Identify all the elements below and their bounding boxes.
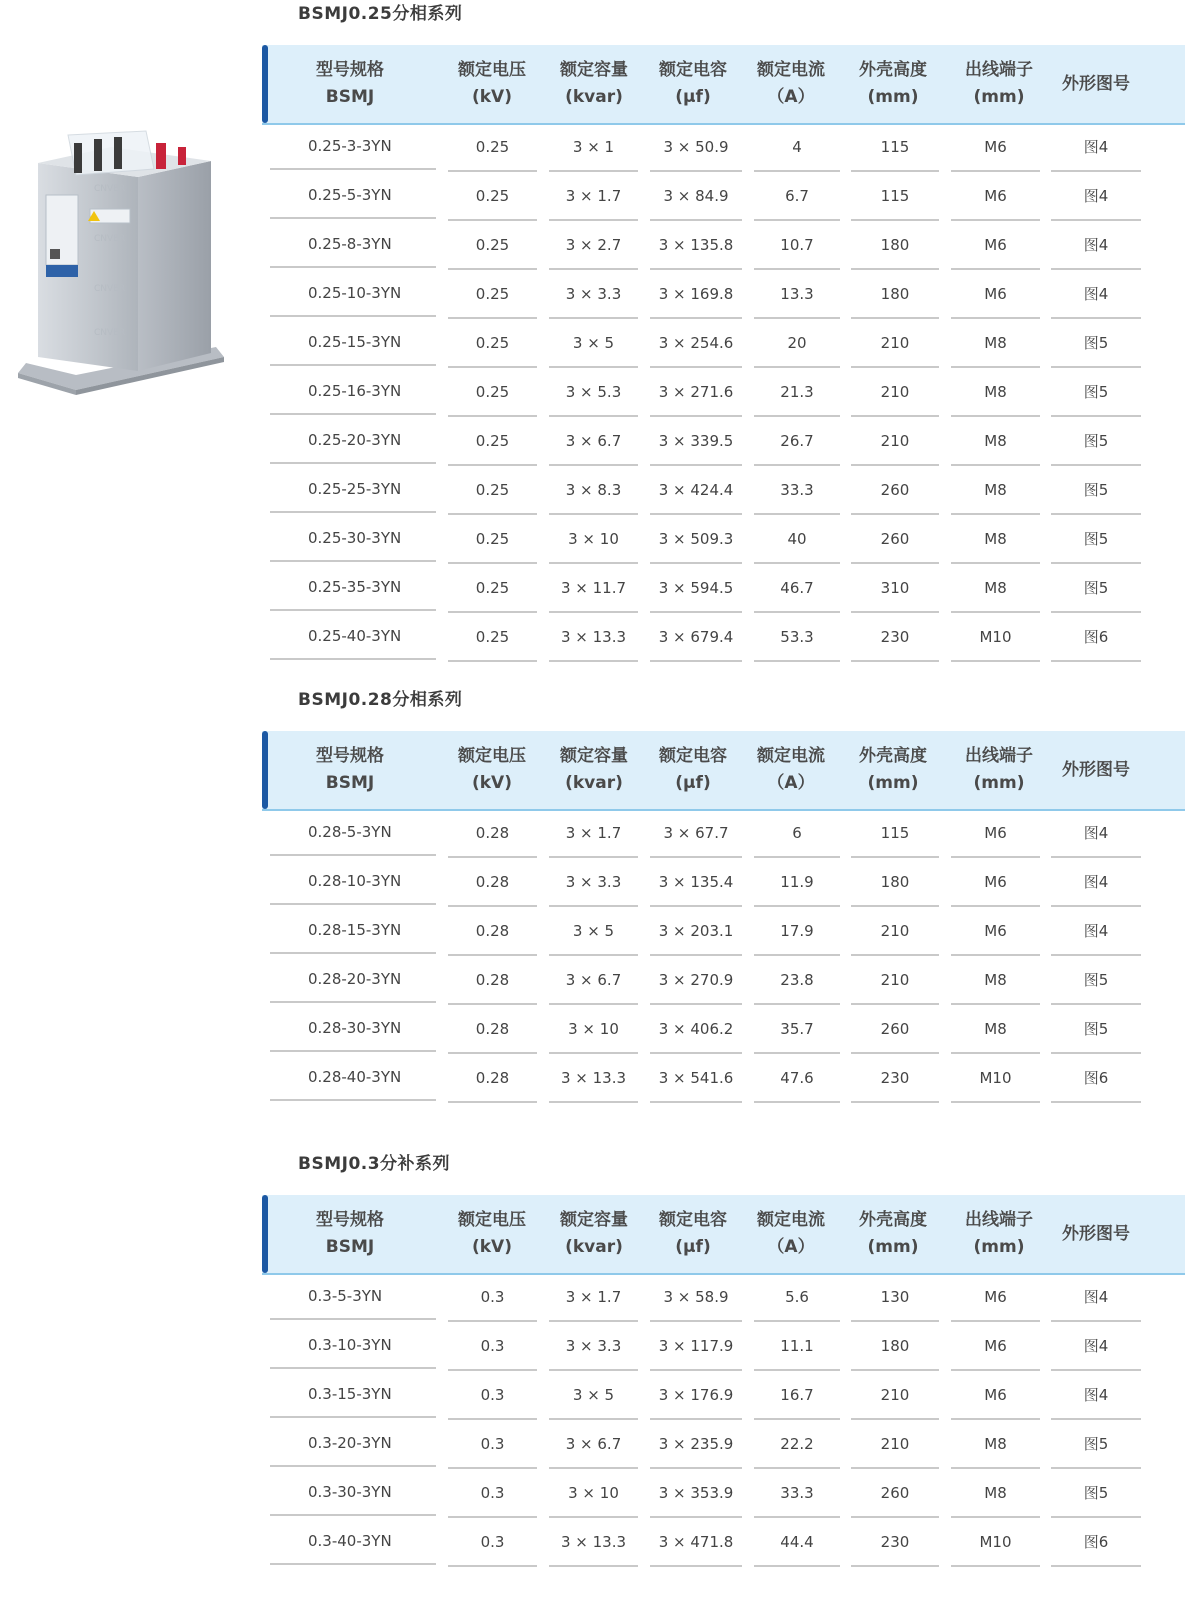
table-cell: 图5 (1051, 956, 1141, 1005)
column-header-3 (544, 1195, 644, 1273)
table-cell: 0.3 (448, 1518, 537, 1567)
table-cell: 13.3 (754, 270, 840, 319)
table-cell: 3 × 6.7 (549, 1420, 638, 1469)
table-cell: 0.28 (448, 858, 537, 907)
table-cell: 115 (851, 123, 939, 172)
column-header-1 (300, 731, 400, 809)
table-cell: M8 (951, 956, 1040, 1005)
column-header-label: 型号规格 (316, 746, 384, 766)
table-row (270, 1054, 1185, 1103)
column-header-unit: （A） (767, 1237, 815, 1257)
column-header-unit: (mm) (867, 1237, 919, 1257)
table-cell: 0.28-20-3YN (270, 956, 436, 1003)
table-cell: 23.8 (754, 956, 840, 1005)
table-cell: 40 (754, 515, 840, 564)
column-header-2 (442, 45, 542, 123)
svg-text:CNVER: CNVER (94, 284, 126, 294)
table-cell: 3 × 13.3 (549, 1518, 638, 1567)
table-cell: 3 × 3.3 (549, 1322, 638, 1371)
table-cell: 图5 (1051, 1469, 1141, 1518)
table-cell: 3 × 5 (549, 907, 638, 956)
table-cell: M8 (951, 368, 1040, 417)
table-row (270, 123, 1185, 172)
table-cell: M8 (951, 1469, 1040, 1518)
table-cell: 20 (754, 319, 840, 368)
table-cell: 图5 (1051, 368, 1141, 417)
table-cell: 260 (851, 466, 939, 515)
column-header-unit: (kV) (471, 1237, 512, 1257)
column-header-unit: BSMJ (325, 1237, 375, 1257)
column-header-unit: (kV) (471, 87, 512, 107)
table-row (270, 1420, 1185, 1469)
column-header-unit: BSMJ (325, 87, 375, 107)
table-cell: 0.25 (448, 417, 537, 466)
table-cell: 3 × 6.7 (549, 956, 638, 1005)
table-cell: 0.3-30-3YN (270, 1469, 436, 1516)
table-cell: 0.25 (448, 613, 537, 662)
column-header-unit: (mm) (973, 87, 1025, 107)
table-cell: 230 (851, 613, 939, 662)
table-cell: M6 (951, 270, 1040, 319)
column-header-7 (949, 45, 1049, 123)
table-cell: 3 × 58.9 (650, 1273, 742, 1322)
table-row (270, 515, 1185, 564)
table-cell: 图4 (1051, 907, 1141, 956)
table-cell: 0.3-40-3YN (270, 1518, 436, 1565)
table-row (270, 809, 1185, 858)
table-cell: M6 (951, 1322, 1040, 1371)
table-cell: 3 × 406.2 (650, 1005, 742, 1054)
table-cell: 3 × 3.3 (549, 270, 638, 319)
column-header-unit: BSMJ (325, 773, 375, 793)
section-title: BSMJ0.25分相系列 (298, 4, 463, 24)
table-row (270, 1371, 1185, 1420)
table-cell: M8 (951, 1005, 1040, 1054)
table-row (270, 1518, 1185, 1567)
table-row (270, 564, 1185, 613)
column-header-1 (300, 45, 400, 123)
table-row (270, 956, 1185, 1005)
table-cell: 53.3 (754, 613, 840, 662)
table-cell: 4 (754, 123, 840, 172)
table-cell: M8 (951, 417, 1040, 466)
table-cell: M8 (951, 319, 1040, 368)
column-header-label: 额定电容 (659, 1210, 727, 1230)
table-cell: 115 (851, 172, 939, 221)
table-cell: 3 × 270.9 (650, 956, 742, 1005)
column-header-6 (843, 731, 943, 809)
table-cell: 0.28-10-3YN (270, 858, 436, 905)
table-cell: 6.7 (754, 172, 840, 221)
table-cell: 0.28 (448, 1005, 537, 1054)
table-cell: 0.25 (448, 466, 537, 515)
table-cell: 0.25-8-3YN (270, 221, 436, 268)
table-cell: 图6 (1051, 613, 1141, 662)
table-cell: M6 (951, 172, 1040, 221)
table-body (270, 123, 1185, 662)
table-cell: 210 (851, 956, 939, 1005)
column-header-6 (843, 45, 943, 123)
column-header-4 (643, 731, 743, 809)
table-cell: 0.28 (448, 907, 537, 956)
table-cell: M8 (951, 466, 1040, 515)
column-header-unit: (μf) (675, 773, 711, 793)
table-cell: 180 (851, 270, 939, 319)
table-cell: 47.6 (754, 1054, 840, 1103)
column-header-3 (544, 731, 644, 809)
table-cell: 3 × 424.4 (650, 466, 742, 515)
table-cell: 0.25 (448, 319, 537, 368)
table-cell: 22.2 (754, 1420, 840, 1469)
table-cell: 3 × 509.3 (650, 515, 742, 564)
table-cell: 0.25-16-3YN (270, 368, 436, 415)
column-header-unit: (mm) (973, 773, 1025, 793)
table-cell: 0.28-15-3YN (270, 907, 436, 954)
table-cell: 3 × 254.6 (650, 319, 742, 368)
table-body (270, 809, 1185, 1103)
column-header-unit: （A） (767, 87, 815, 107)
column-header-label: 额定容量 (560, 1210, 628, 1230)
column-header-label: 外壳高度 (859, 60, 927, 80)
table-cell: 3 × 203.1 (650, 907, 742, 956)
table-cell: 210 (851, 1371, 939, 1420)
table-cell: M6 (951, 123, 1040, 172)
table-cell: 0.25-10-3YN (270, 270, 436, 317)
table-cell: 0.25 (448, 221, 537, 270)
table-cell: 130 (851, 1273, 939, 1322)
column-header-label: 额定电压 (458, 60, 526, 80)
table-cell: 17.9 (754, 907, 840, 956)
table-row (270, 368, 1185, 417)
column-header-4 (643, 45, 743, 123)
svg-text:CNVER: CNVER (94, 328, 126, 338)
table-cell: M6 (951, 907, 1040, 956)
column-header-unit: (mm) (973, 1237, 1025, 1257)
table-cell: 0.25 (448, 564, 537, 613)
column-header-6 (843, 1195, 943, 1273)
table-row (270, 319, 1185, 368)
column-header-4 (643, 1195, 743, 1273)
column-header-label: 外壳高度 (859, 746, 927, 766)
table-cell: 210 (851, 1420, 939, 1469)
table-row (270, 221, 1185, 270)
table-cell: 图4 (1051, 809, 1141, 858)
table-cell: M6 (951, 1371, 1040, 1420)
table-cell: 3 × 135.4 (650, 858, 742, 907)
table-row (270, 613, 1185, 662)
table-cell: 3 × 541.6 (650, 1054, 742, 1103)
table-row (270, 1322, 1185, 1371)
table-cell: 0.28-40-3YN (270, 1054, 436, 1101)
table-cell: 33.3 (754, 1469, 840, 1518)
column-header-2 (442, 1195, 542, 1273)
table-cell: 3 × 594.5 (650, 564, 742, 613)
column-header-unit: (mm) (867, 773, 919, 793)
table-cell: 3 × 1.7 (549, 809, 638, 858)
table-cell: 26.7 (754, 417, 840, 466)
column-header-label: 型号规格 (316, 1210, 384, 1230)
table-cell: 0.25-35-3YN (270, 564, 436, 611)
table-cell: 210 (851, 319, 939, 368)
table-cell: M6 (951, 809, 1040, 858)
column-header-7 (949, 1195, 1049, 1273)
table-cell: 图4 (1051, 1371, 1141, 1420)
table-cell: 16.7 (754, 1371, 840, 1420)
column-header-label: 额定电容 (659, 746, 727, 766)
table-cell: 3 × 67.7 (650, 809, 742, 858)
column-header-label: 型号规格 (316, 60, 384, 80)
column-header-label: 额定电流 (757, 1210, 825, 1230)
table-row (270, 1273, 1185, 1322)
column-header-1 (300, 1195, 400, 1273)
table-row (270, 172, 1185, 221)
column-header-label: 额定电流 (757, 746, 825, 766)
column-header-unit: （A） (767, 773, 815, 793)
column-header-label: 外壳高度 (859, 1210, 927, 1230)
table-cell: 3 × 5 (549, 319, 638, 368)
table-cell: M6 (951, 221, 1040, 270)
table-cell: 0.25-40-3YN (270, 613, 436, 660)
table-cell: 0.28 (448, 956, 537, 1005)
table-cell: 图4 (1051, 1273, 1141, 1322)
table-cell: 0.25 (448, 270, 537, 319)
table-cell: 310 (851, 564, 939, 613)
table-cell: 3 × 3.3 (549, 858, 638, 907)
column-header-5 (741, 45, 841, 123)
column-header-label: 出线端子 (965, 1210, 1033, 1230)
table-cell: 0.25-3-3YN (270, 123, 436, 170)
column-header-5 (741, 731, 841, 809)
table-cell: 0.25-15-3YN (270, 319, 436, 366)
table-cell: 3 × 235.9 (650, 1420, 742, 1469)
table-cell: 0.3-5-3YN (270, 1273, 436, 1320)
column-header-label: 外形图号 (1062, 73, 1130, 94)
table-cell: 图5 (1051, 417, 1141, 466)
svg-text:CNVER: CNVER (94, 234, 126, 244)
table-cell: 3 × 13.3 (549, 613, 638, 662)
table-row (270, 417, 1185, 466)
table-cell: 3 × 117.9 (650, 1322, 742, 1371)
table-cell: 3 × 339.5 (650, 417, 742, 466)
table-cell: 46.7 (754, 564, 840, 613)
table-cell: 图5 (1051, 564, 1141, 613)
table-cell: 0.3-15-3YN (270, 1371, 436, 1418)
section-title: BSMJ0.3分补系列 (298, 1154, 451, 1174)
table-cell: 3 × 84.9 (650, 172, 742, 221)
table-body (270, 1273, 1185, 1567)
capacitor-product-image (16, 125, 236, 410)
table-cell: 3 × 10 (549, 515, 638, 564)
table-cell: 180 (851, 1322, 939, 1371)
table-cell: 0.28 (448, 809, 537, 858)
table-cell: 0.3 (448, 1371, 537, 1420)
table-cell: 图5 (1051, 466, 1141, 515)
table-cell: 35.7 (754, 1005, 840, 1054)
table-cell: 10.7 (754, 221, 840, 270)
table-row (270, 907, 1185, 956)
table-header (262, 45, 1185, 125)
table-cell: M6 (951, 1273, 1040, 1322)
table-cell: 210 (851, 368, 939, 417)
column-header-label: 额定容量 (560, 746, 628, 766)
table-cell: 图6 (1051, 1054, 1141, 1103)
column-header-unit: (kvar) (565, 1237, 623, 1257)
table-cell: 0.25-30-3YN (270, 515, 436, 562)
table-cell: 3 × 271.6 (650, 368, 742, 417)
table-cell: 图4 (1051, 270, 1141, 319)
table-cell: 260 (851, 1469, 939, 1518)
table-row (270, 858, 1185, 907)
table-cell: 230 (851, 1518, 939, 1567)
table-cell: 3 × 471.8 (650, 1518, 742, 1567)
column-header-label: 额定容量 (560, 60, 628, 80)
table-cell: M8 (951, 564, 1040, 613)
column-header-8 (1046, 45, 1146, 123)
table-cell: M10 (951, 1054, 1040, 1103)
table-cell: 260 (851, 1005, 939, 1054)
table-row (270, 1005, 1185, 1054)
column-header-3 (544, 45, 644, 123)
table-cell: 3 × 10 (549, 1005, 638, 1054)
table-row (270, 270, 1185, 319)
table-cell: 0.3-20-3YN (270, 1420, 436, 1467)
column-header-unit: (mm) (867, 87, 919, 107)
table-cell: 0.3-10-3YN (270, 1322, 436, 1369)
column-header-label: 外形图号 (1062, 1223, 1130, 1244)
table-cell: 图4 (1051, 123, 1141, 172)
table-cell: 图5 (1051, 319, 1141, 368)
column-header-unit: (μf) (675, 1237, 711, 1257)
table-cell: 0.25-25-3YN (270, 466, 436, 513)
column-header-label: 额定电压 (458, 1210, 526, 1230)
table-cell: 图6 (1051, 1518, 1141, 1567)
table-cell: 11.1 (754, 1322, 840, 1371)
table-cell: 图4 (1051, 172, 1141, 221)
table-cell: 5.6 (754, 1273, 840, 1322)
table-cell: 3 × 11.7 (549, 564, 638, 613)
table-cell: 0.28-30-3YN (270, 1005, 436, 1052)
column-header-label: 出线端子 (965, 746, 1033, 766)
column-header-label: 额定电流 (757, 60, 825, 80)
column-header-2 (442, 731, 542, 809)
table-cell: 3 × 6.7 (549, 417, 638, 466)
column-header-5 (741, 1195, 841, 1273)
column-header-unit: (kvar) (565, 773, 623, 793)
table-cell: M6 (951, 858, 1040, 907)
column-header-unit: (kV) (471, 773, 512, 793)
table-cell: 210 (851, 417, 939, 466)
column-header-label: 额定电压 (458, 746, 526, 766)
table-cell: 3 × 1.7 (549, 1273, 638, 1322)
table-cell: 0.25 (448, 172, 537, 221)
table-cell: 图4 (1051, 1322, 1141, 1371)
table-cell: 180 (851, 221, 939, 270)
table-cell: 21.3 (754, 368, 840, 417)
table-cell: M8 (951, 1420, 1040, 1469)
table-cell: 3 × 169.8 (650, 270, 742, 319)
table-cell: 0.3 (448, 1273, 537, 1322)
table-cell: 180 (851, 858, 939, 907)
table-cell: M10 (951, 613, 1040, 662)
table-cell: 0.28-5-3YN (270, 809, 436, 856)
table-cell: 115 (851, 809, 939, 858)
table-header (262, 1195, 1185, 1275)
table-header (262, 731, 1185, 811)
table-cell: 图4 (1051, 221, 1141, 270)
table-cell: 0.3 (448, 1322, 537, 1371)
table-cell: 3 × 13.3 (549, 1054, 638, 1103)
table-cell: 3 × 135.8 (650, 221, 742, 270)
column-header-label: 额定电容 (659, 60, 727, 80)
table-cell: 3 × 176.9 (650, 1371, 742, 1420)
table-cell: 0.25 (448, 368, 537, 417)
table-cell: 图5 (1051, 515, 1141, 564)
brand-watermark: CNVER (94, 184, 126, 194)
table-cell: 0.25 (448, 123, 537, 172)
column-header-label: 外形图号 (1062, 759, 1130, 780)
column-header-8 (1046, 731, 1146, 809)
table-cell: 0.25-5-3YN (270, 172, 436, 219)
table-cell: 44.4 (754, 1518, 840, 1567)
table-cell: 图5 (1051, 1005, 1141, 1054)
table-cell: 0.28 (448, 1054, 537, 1103)
table-cell: 33.3 (754, 466, 840, 515)
table-cell: M8 (951, 515, 1040, 564)
table-cell: 3 × 1.7 (549, 172, 638, 221)
table-cell: 3 × 679.4 (650, 613, 742, 662)
table-cell: 3 × 8.3 (549, 466, 638, 515)
table-cell: 3 × 1 (549, 123, 638, 172)
table-cell: 210 (851, 907, 939, 956)
table-cell: 3 × 10 (549, 1469, 638, 1518)
table-cell: M10 (951, 1518, 1040, 1567)
table-cell: 3 × 5 (549, 1371, 638, 1420)
column-header-unit: (kvar) (565, 87, 623, 107)
table-cell: 3 × 5.3 (549, 368, 638, 417)
table-cell: 3 × 2.7 (549, 221, 638, 270)
table-cell: 0.3 (448, 1469, 537, 1518)
table-cell: 图5 (1051, 1420, 1141, 1469)
table-cell: 0.3 (448, 1420, 537, 1469)
table-cell: 0.25-20-3YN (270, 417, 436, 464)
table-row (270, 466, 1185, 515)
table-cell: 6 (754, 809, 840, 858)
table-cell: 11.9 (754, 858, 840, 907)
table-cell: 0.25 (448, 515, 537, 564)
column-header-label: 出线端子 (965, 60, 1033, 80)
table-cell: 260 (851, 515, 939, 564)
table-row (270, 1469, 1185, 1518)
column-header-unit: (μf) (675, 87, 711, 107)
table-cell: 3 × 353.9 (650, 1469, 742, 1518)
column-header-7 (949, 731, 1049, 809)
column-header-8 (1046, 1195, 1146, 1273)
table-cell: 3 × 50.9 (650, 123, 742, 172)
table-cell: 230 (851, 1054, 939, 1103)
section-title: BSMJ0.28分相系列 (298, 690, 463, 710)
table-cell: 图4 (1051, 858, 1141, 907)
